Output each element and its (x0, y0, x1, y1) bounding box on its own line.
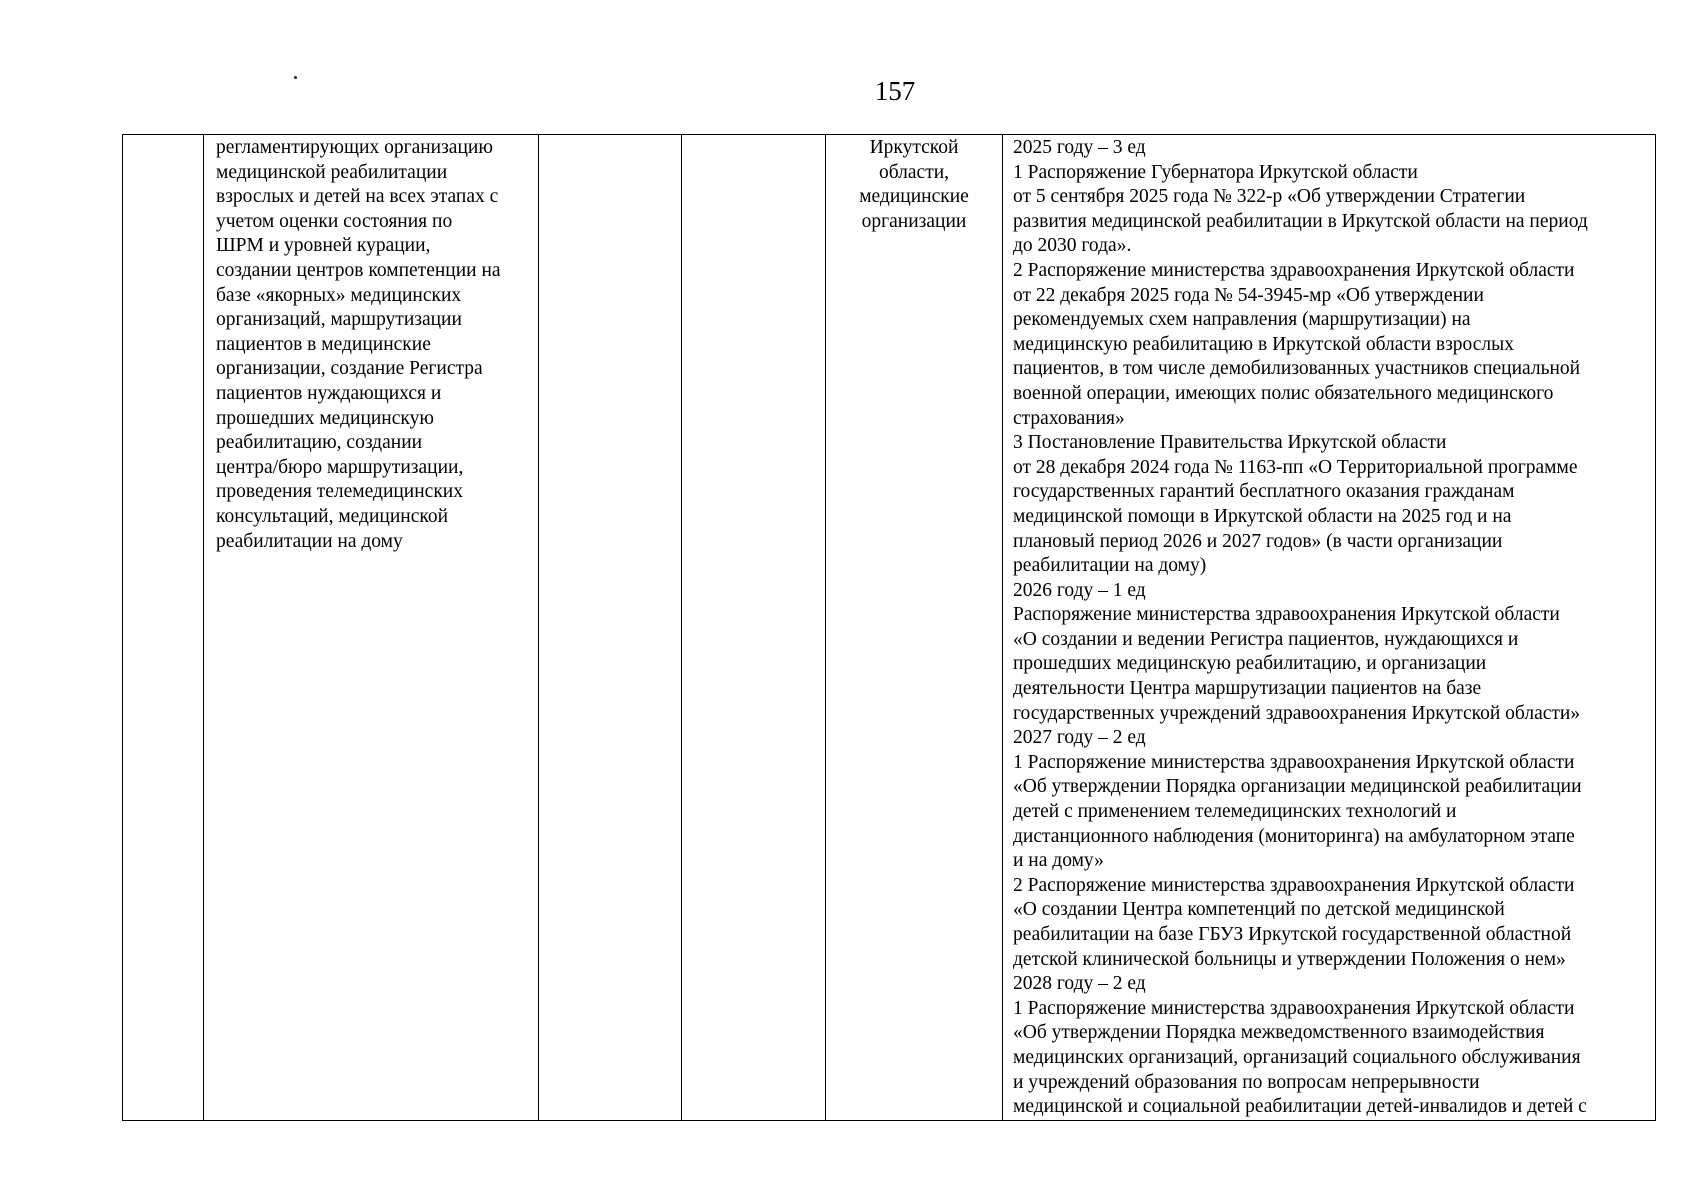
document-line: дистанционного наблюдения (мониторинга) на амбулаторном этапе (1013, 825, 1575, 847)
document-line: 3 Постановление Правительства Иркутской области (1013, 432, 1447, 454)
document-line: развития медицинской реабилитации в Иркутской области на период (1013, 210, 1588, 232)
measure-text-line: проведения телемедицинских (216, 481, 463, 503)
number-cell (123, 135, 204, 1121)
executor-line: Иркутской (869, 137, 959, 158)
document-line: Распоряжение министерства здравоохранения Иркутской области (1013, 604, 1560, 626)
measure-text-line: ШРМ и уровней курации, (216, 235, 431, 257)
document-line: 2026 году – 1 ед (1013, 579, 1146, 601)
measure-text-line: реабилитации на дому (216, 530, 403, 552)
measure-text-line: центра/бюро маршрутизации, (216, 456, 464, 478)
document-line: 2028 году – 2 ед (1013, 973, 1146, 995)
document-line: плановый период 2026 и 2027 годов» (в части организации (1013, 530, 1503, 552)
document-line: страхования» (1013, 407, 1125, 429)
empty-cell-1 (539, 135, 682, 1121)
document-line: «Об утверждении Порядка организации медицинской реабилитации (1013, 776, 1582, 798)
document-line: «Об утверждении Порядка межведомственного взаимодействия (1013, 1022, 1545, 1044)
document-line: от 22 декабря 2025 года № 54-3945-мр «Об утверждении (1013, 284, 1484, 306)
executor-cell (826, 135, 1003, 1121)
page-number: 157 (874, 76, 916, 106)
document-line: 1 Распоряжение министерства здравоохранения Иркутской области (1013, 997, 1575, 1019)
document-line: 2 Распоряжение министерства здравоохранения Иркутской области (1013, 259, 1575, 281)
document-line: «О создании Центра компетенций по детской медицинской (1013, 899, 1505, 921)
executor-line: области, (878, 161, 950, 183)
document-line: до 2030 года». (1013, 235, 1132, 257)
measure-text-line: регламентирующих организацию (216, 137, 493, 158)
measure-text-line: взрослых и детей на всех этапах с (216, 186, 499, 208)
documents-cell (1003, 135, 1656, 1121)
document-line: медицинской и социальной реабилитации детей-инвалидов и детей с (1013, 1096, 1587, 1118)
measure-text (216, 136, 532, 554)
measure-text-line: организаций, маршрутизации (216, 309, 462, 331)
document-line: детской клинической больницы и утверждении Положения о нем» (1013, 948, 1566, 970)
documents-text (1013, 136, 1653, 1120)
document-line: рекомендуемых схем направления (маршрутизации) на (1013, 309, 1471, 331)
measure-text-line: организации, создание Регистра (216, 358, 483, 380)
document-line: и учреждений образования по вопросам непрерывности (1013, 1071, 1480, 1093)
document-line: 1 Распоряжение Губернатора Иркутской области (1013, 161, 1418, 183)
table-row (123, 135, 1656, 1121)
measure-cell (204, 135, 539, 1121)
document-line: прошедших медицинскую реабилитацию, и организации (1013, 653, 1487, 675)
measure-text-line: пациентов в медицинские (216, 333, 431, 355)
measure-text-line: базе «якорных» медицинских (216, 284, 462, 306)
document-line: государственных учреждений здравоохранения Иркутской области» (1013, 702, 1581, 724)
document-line: деятельности Центра маршрутизации пациентов на базе (1013, 678, 1482, 700)
document-line: 2 Распоряжение министерства здравоохранения Иркутской области (1013, 874, 1575, 896)
document-line: медицинскую реабилитацию в Иркутской области взрослых (1013, 333, 1515, 355)
measure-text-line: прошедших медицинскую (216, 407, 434, 429)
document-line: военной операции, имеющих полис обязательного медицинского (1013, 382, 1554, 404)
document-line: 2027 году – 2 ед (1013, 727, 1146, 749)
document-line: государственных гарантий бесплатного оказания гражданам (1013, 481, 1515, 503)
document-line: 1 Распоряжение министерства здравоохранения Иркутской области (1013, 751, 1575, 773)
measure-text-line: медицинской реабилитации (216, 161, 448, 183)
document-line: 2025 году – 3 ед (1013, 137, 1146, 158)
empty-cell-2 (682, 135, 826, 1121)
measure-text-line: учетом оценки состояния по (216, 210, 453, 232)
document-line: реабилитации на дому) (1013, 555, 1207, 577)
document-line: детей с применением телемедицинских технологий и (1013, 801, 1457, 823)
measure-text-line: создании центров компетенции на (216, 259, 501, 281)
measure-text-line: реабилитацию, создании (216, 432, 423, 454)
executor-text (830, 136, 998, 234)
document-line: пациентов, в том числе демобилизованных участников специальной (1013, 358, 1581, 380)
document-line: и на дому» (1013, 850, 1104, 872)
executor-line: организации (861, 210, 967, 232)
document-line: медицинской помощи в Иркутской области на 2025 год и на (1013, 505, 1512, 527)
document-line: «О создании и ведении Регистра пациентов, нуждающихся и (1013, 628, 1519, 650)
executor-line: медицинские (859, 186, 969, 208)
measure-text-line: консультаций, медицинской (216, 505, 449, 527)
document-line: реабилитации на базе ГБУЗ Иркутской государственной областной (1013, 924, 1572, 945)
measure-text-line: пациентов нуждающихся и (216, 382, 442, 404)
document-table (122, 134, 1656, 1121)
document-line: от 28 декабря 2024 года № 1163-пп «О Территориальной программе (1013, 456, 1578, 478)
document-line: от 5 сентября 2025 года № 322-р «Об утверждении Стратегии (1013, 186, 1526, 208)
document-line: медицинских организаций, организаций социального обслуживания (1013, 1046, 1581, 1068)
